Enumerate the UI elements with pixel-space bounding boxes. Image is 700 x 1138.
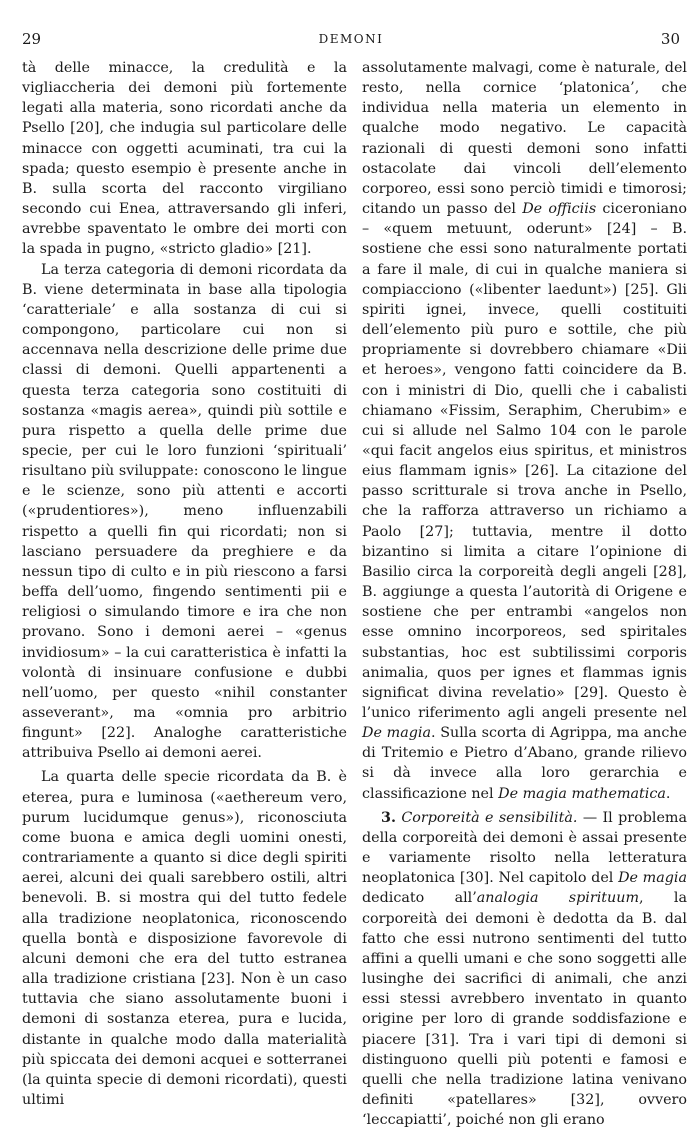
running-header: [22, 30, 680, 52]
section-paragraph: [362, 808, 687, 1131]
italic-title: De officiis: [522, 201, 597, 218]
running-title: DEMONI: [318, 32, 384, 46]
text-run: — Il problema della corporeità dei demoni è assai presente e variamente risolto nella letteratura neoplatonica [30]. Nel capitolo del: [362, 809, 687, 887]
right-column: [362, 58, 687, 1130]
italic-title: De magia mathematica: [498, 785, 666, 802]
paragraph: [362, 58, 687, 804]
paragraph: tà delle minacce, la credulità e la vigliaccheria dei demoni più fortemente legati alla materia, sono ricordati anche da Psello [20], che indugia sul particolare delle minacce con oggetti acuminati, tra cui la spada; questo esempio è presente anche in B. sulla scorta del racconto virgiliano secondo cui Enea, attraversando gli inferi, avrebbe spaventato le ombre dei morti con la spada in pugno, «stricto gladio» [21].: [22, 60, 347, 258]
text-run: .: [665, 785, 671, 802]
text-run: dedicato all’: [362, 890, 477, 907]
text-run: , la corporeità dei demoni è dedotta da B. dal fatto che essi nutrono sentimenti del tutto affini a quelli umani e che sono soggetti alle lusinghe dei sacrifici di animali, che anzi essi stessi avrebbero inventato in quanto origine per loro di grande soddisfazione e piacere [31]. Tra i vari tipi di demoni si distinguono quelli più potenti e famosi e quelli che nella tradizione latina venivano definiti «patellares» [32], ovvero ‘leccapiatti’, poiché non gli erano: [362, 890, 687, 1129]
text-run: assolutamente malvagi, come è naturale, del resto, nella cornice ‘platonica’, che individua nella materia un elemento in qualche modo negativo. Le capacità razionali di questi demoni sono infatti ostacolate dai vincoli dell’elemento corporeo, essi sono perciò timidi e timorosi; citando un passo del: [362, 60, 687, 218]
paragraph: La quarta delle specie ricordata da B. è eterea, pura e luminosa («aethereum vero, purum lucidumque genus»), riconosciuta come buona e amica degli uomini onesti, contrariamente a quanto si dice degli spiriti aerei, alcuni dei quali sarebbero ostili, altri benevoli. B. si mostra qui del tutto fedele alla tradizione neoplatonica, riconoscendo quella bontà e disposizione favorevole di alcuni demoni che era del tutto estranea alla tradizione cristiana [23]. Non è un caso tuttavia che siano assolutamente buoni i demoni di sostanza eterea, pura e lucida, distante in qualche modo dalla materialità più spiccata dei demoni acquei e sotterranei (la quinta specie di demoni ricordati), questi ultimi: [22, 769, 347, 1108]
text-run: . Sulla scorta di Agrippa, ma anche di Tritemio e Pietro d’Abano, grande rilievo si dà invece alla loro gerarchia e classificazione nel: [362, 725, 687, 802]
paragraph: La terza categoria di demoni ricordata da B. viene determinata in base alla tipologia ‘caratteriale’ e alla sostanza di cui si compongono, particolare cui non si accennava nella descrizione delle prime due classi di demoni. Quelli appartenenti a questa terza categoria sono costituiti di sostanza «magis aerea», quindi più sottile e pura rispetto a quella delle prime due specie, per cui le loro funzioni ‘spirituali’ risultano più sviluppate: conoscono le lingue e le scienze, sono più attenti e accorti («prudentiores»), meno influenzabili rispetto a quelli fin qui ricordati; non si lasciano persuadere da preghiere e da nessun tipo di culto e in più riescono a farsi beffa dell’uomo, fingendo sentimenti pii e religiosi o simulando timore e ira che non provano. Sono i demoni aerei – «genus invidiosum» – la cui caratteristica è infatti la volontà di insinuare confusione e dubbi nell’uomo, per questo «nihil constanter asseverant», ma «omnia pro arbitrio fingunt» [22]. Analoghe caratteristiche attribuiva Psello ai demoni aerei.: [22, 261, 347, 762]
italic-term: analogia spirituum: [476, 890, 639, 907]
page-number-right: 30: [660, 30, 680, 48]
left-column: [22, 58, 347, 1110]
text-run: ciceroniano – «quem metuunt, oderunt» [24] – B. sostiene che essi sono naturalmente portati a fare il male, di cui in qualche maniera si compiacciono («libenter laedunt») [25]. Gli spiriti ignei, invece, quelli costituiti dell’elemento più puro e sottile, che più propriamente si dovrebbero chiamare «Dii et heroes», vengono fatti coincidere da B. con i ministri di Dio, quelli che i cabalisti chiamano «Fissim, Seraphim, Cherubim» e cui si allude nel Salmo 104 con le parole «qui facit angelos eius spiritus, et ministros eius flammam ignis» [26]. La citazione del passo scritturale si trova anche in Psello, che la rafforza attraverso un richiamo a Paolo [27]; tuttavia, mentre il dotto bizantino si limita a citare l’opinione di Basilio circa la corporeità degli angeli [28], B. aggiunge a questa l’autorità di Origene e sostiene che per entrambi «angelos non esse omnino incorporeos, sed spiritales substantias, hoc est subtilissimi corporis animalia, quos per ignes et flammas ignis significat divina revelatio» [29]. Questo è l’unico riferimento agli angeli presente nel: [362, 201, 687, 721]
page-number-left: 29: [22, 30, 42, 48]
italic-title: De magia: [618, 870, 688, 887]
section-title: Corporeità e sensibilità.: [401, 809, 578, 826]
section-number: 3.: [381, 809, 396, 826]
italic-title: De magia: [362, 725, 431, 742]
